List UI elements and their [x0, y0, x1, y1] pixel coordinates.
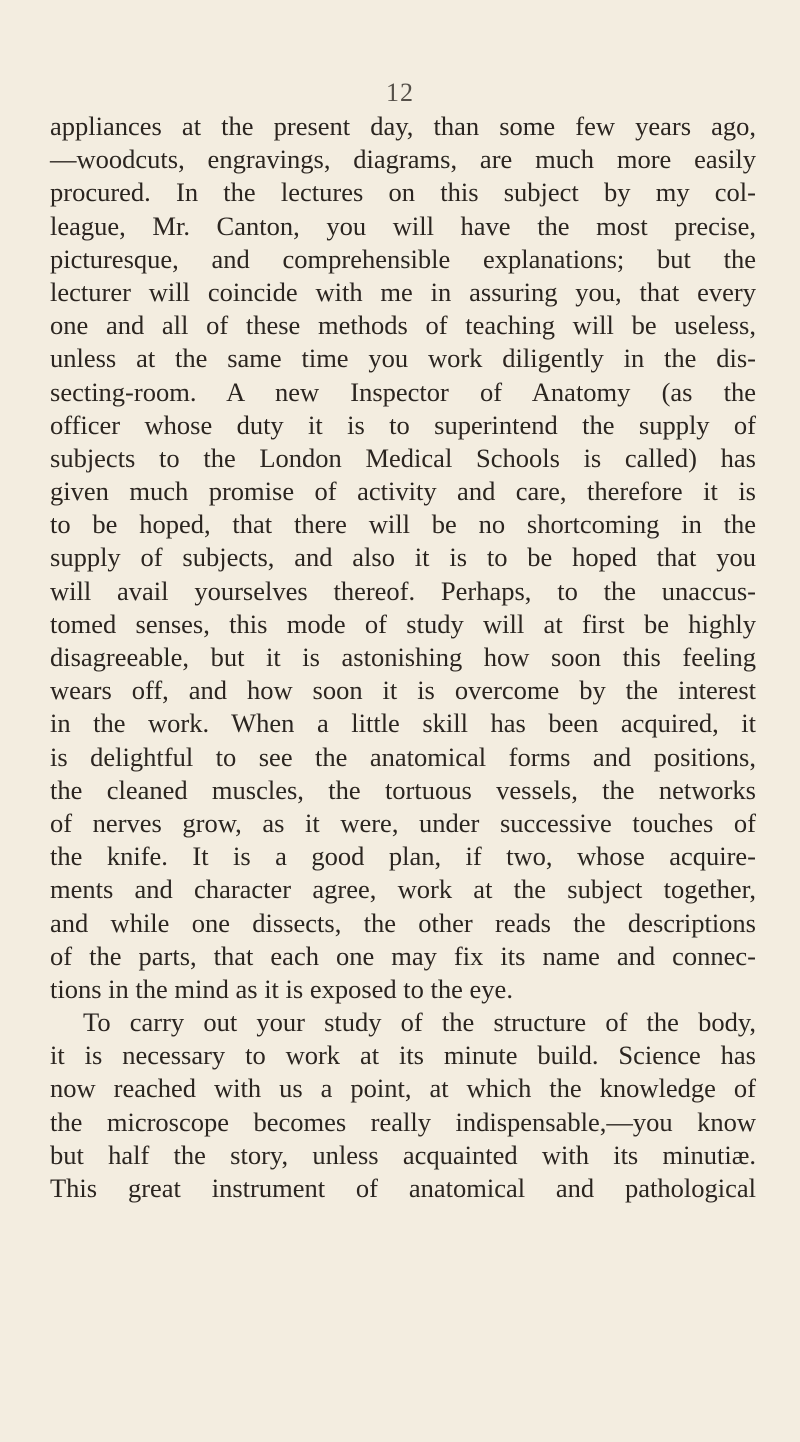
text-line: of the parts, that each one may fix its name and connec-	[50, 940, 756, 971]
text-line: is delightful to see the anatomical forms and positions,	[50, 741, 756, 772]
text-line: To carry out your study of the structure of the body,	[83, 1007, 756, 1038]
text-line: procured. In the lectures on this subject by my col-	[50, 177, 756, 208]
body-text	[50, 110, 756, 1205]
text-line: in the work. When a little skill has been acquired, it	[50, 708, 756, 739]
text-line: disagreeable, but it is astonishing how soon this feeling	[50, 642, 756, 672]
text-line: tomed senses, this mode of study will at first be highly	[50, 608, 756, 639]
text-line: the knife. It is a good plan, if two, whose acquire-	[50, 841, 756, 872]
text-line: officer whose duty it is to superintend the supply of	[50, 409, 756, 440]
text-line: of nerves grow, as it were, under successive touches of	[50, 807, 756, 838]
text-line: lecturer will coincide with me in assuring you, that every	[50, 276, 756, 307]
text-line: and while one dissects, the other reads the descriptions	[50, 907, 756, 938]
text-line: subjects to the London Medical Schools is called) has	[50, 442, 756, 473]
text-line: wears off, and how soon it is overcome by the interest	[50, 675, 756, 706]
text-line: the cleaned muscles, the tortuous vessels, the networks	[50, 774, 756, 805]
text-line: ments and character agree, work at the subject together,	[50, 874, 756, 905]
text-line: to be hoped, that there will be no shortcoming in the	[50, 509, 756, 540]
text-line: will avail yourselves thereof. Perhaps, to the unaccus-	[50, 575, 756, 606]
text-line: picturesque, and comprehensible explanations; but the	[50, 243, 756, 274]
text-line: league, Mr. Canton, you will have the most precise,	[50, 210, 756, 241]
text-line: supply of subjects, and also it is to be hoped that you	[50, 542, 756, 573]
text-line: tions in the mind as it is exposed to the eye.	[50, 973, 513, 1004]
text-line: it is necessary to work at its minute build. Science has	[50, 1040, 756, 1071]
page-number: 12	[386, 78, 414, 107]
text-line: This great instrument of anatomical and pathological	[50, 1173, 756, 1203]
text-line: now reached with us a point, at which the knowledge of	[50, 1073, 756, 1104]
text-line: appliances at the present day, than some few years ago,	[50, 111, 756, 141]
text-line: one and all of these methods of teaching will be useless,	[50, 310, 756, 341]
text-line: secting-room. A new Inspector of Anatomy (as the	[50, 376, 756, 407]
text-line: the microscope becomes really indispensable,—you know	[50, 1106, 756, 1137]
text-line: but half the story, unless acquainted with its minutiæ.	[50, 1139, 756, 1170]
text-line: unless at the same time you work diligently in the dis-	[50, 343, 756, 374]
text-line: given much promise of activity and care, therefore it is	[50, 476, 756, 507]
text-line: —woodcuts, engravings, diagrams, are much more easily	[50, 144, 756, 175]
